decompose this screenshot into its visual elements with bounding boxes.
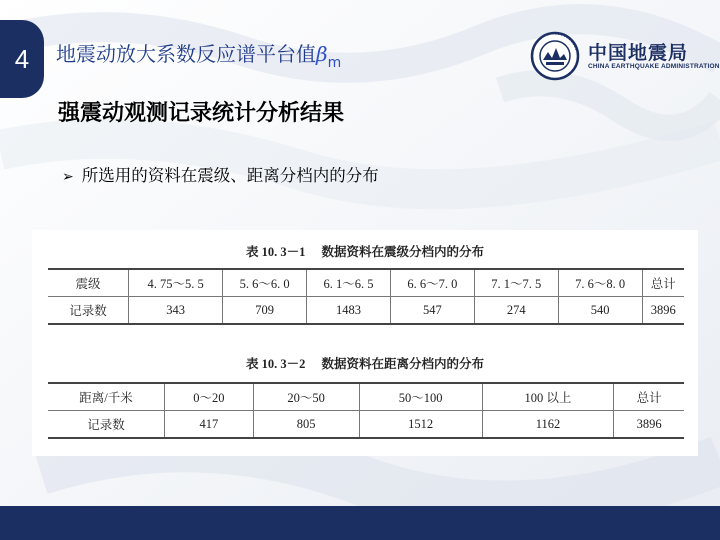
table2-caption [32, 354, 698, 372]
table1-cell: 记录数 [48, 297, 129, 325]
table2-cell: 1512 [359, 411, 482, 439]
table2-cell: 805 [253, 411, 359, 439]
table-image-panel [32, 230, 698, 456]
table2-header-cell: 距离/千米 [48, 383, 165, 411]
table2-header-cell: 总计 [614, 383, 684, 411]
table1-cell: 343 [129, 297, 223, 325]
table1-number: 表 10. 3－1 [246, 245, 306, 259]
table2-number: 表 10. 3－2 [246, 357, 306, 371]
table1-header-cell: 6. 1～6. 5 [307, 269, 391, 297]
logo-english: CHINA EARTHQUAKE ADMINISTRATION [588, 63, 720, 70]
table1-header-cell: 6. 6～7. 0 [390, 269, 474, 297]
table2-cell: 3896 [614, 411, 684, 439]
table1-cell: 709 [223, 297, 307, 325]
bullet-text: 所选用的资料在震级、距离分档内的分布 [81, 166, 379, 185]
table1-header-cell: 7. 1～7. 5 [474, 269, 558, 297]
table2-data-row [48, 411, 684, 439]
table2-header-cell: 0～20 [165, 383, 254, 411]
table1-cell: 274 [474, 297, 558, 325]
table1-header-cell: 4. 75～5. 5 [129, 269, 223, 297]
logo-name: 中国地震局 [588, 42, 689, 64]
slide-title [56, 38, 342, 71]
table1-header-cell: 7. 6～8. 0 [558, 269, 642, 297]
table2 [48, 382, 684, 439]
table1-data-row [48, 297, 684, 325]
table2-header-cell: 50～100 [359, 383, 482, 411]
arrow-bullet-icon: ➢ [62, 169, 74, 185]
table1-header-cell: 总计 [642, 269, 684, 297]
table1 [48, 268, 684, 325]
table1-caption [32, 242, 698, 260]
table1-header-cell: 震级 [48, 269, 129, 297]
table1-cell: 547 [390, 297, 474, 325]
table2-cell: 417 [165, 411, 254, 439]
section-number-badge: 4 [0, 20, 44, 98]
table2-header-cell: 100 以上 [482, 383, 614, 411]
slide-title-text: 地震动放大系数反应谱平台值 [56, 42, 316, 66]
table2-cell: 记录数 [48, 411, 165, 439]
table2-cell: 1162 [482, 411, 614, 439]
table1-header-row [48, 269, 684, 297]
section-heading: 强震动观测记录统计分析结果 [58, 101, 345, 126]
table1-cell: 3896 [642, 297, 684, 325]
table2-header-cell: 20～50 [253, 383, 359, 411]
table1-cell: 540 [558, 297, 642, 325]
table1-header-cell: 5. 6～6. 0 [223, 269, 307, 297]
bullet-item [62, 162, 379, 186]
table2-caption-text: 数据资料在距离分档内的分布 [321, 356, 484, 371]
beta-symbol: β [316, 42, 328, 66]
beta-subscript: m [327, 55, 342, 71]
table2-header-row [48, 383, 684, 411]
table1-cell: 1483 [307, 297, 391, 325]
footer-bar [0, 506, 720, 540]
table1-caption-text: 数据资料在震级分档内的分布 [321, 244, 484, 259]
